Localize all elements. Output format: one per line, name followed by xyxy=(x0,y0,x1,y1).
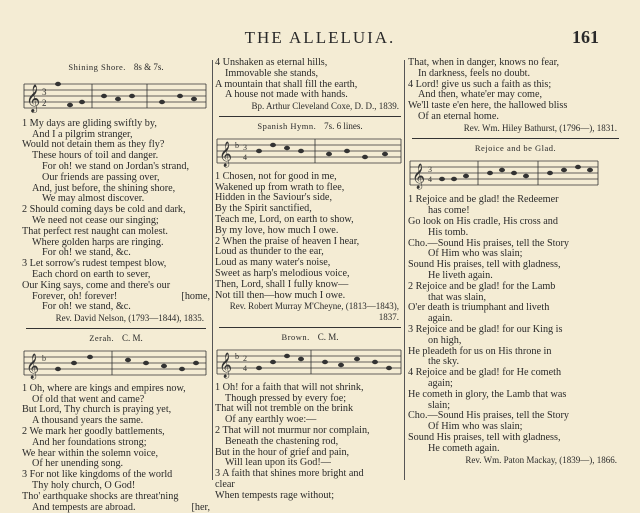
verse-line: Beneath the chastening rod, xyxy=(215,437,405,448)
verse-line: We hear within the solemn voice, xyxy=(22,449,210,460)
verse-line: Sound His praises, tell with gladness, xyxy=(408,260,623,271)
divider xyxy=(26,328,206,329)
meter: 8s & 7s. xyxy=(134,62,164,72)
hymn-verses xyxy=(215,383,405,502)
divider xyxy=(412,138,619,139)
hymn-heading xyxy=(408,143,623,154)
verse-line: 3 Let sorrow's rudest tempest blow, xyxy=(22,259,210,270)
turnover-word: [home, xyxy=(181,292,210,303)
verse-line: By my love, how much I owe. xyxy=(215,226,405,237)
verse-line: Hidden in the Saviour's side, xyxy=(215,193,405,204)
verse-line: Of any earthly woe:— xyxy=(215,415,405,426)
verse-line: 2 We mark her goodly battlements, xyxy=(22,427,210,438)
verse-line: 1 Oh, where are kings and empires now, xyxy=(22,384,210,395)
verse-line: Then, Lord, shall I fully know— xyxy=(215,280,405,291)
verse-line: slain; xyxy=(408,401,623,412)
hymn-heading xyxy=(22,333,210,344)
svg-text:4: 4 xyxy=(243,364,247,373)
verse-line: Loud as many water's noise, xyxy=(215,258,405,269)
attribution: Rev. David Nelson, (1793—1844), 1835. xyxy=(22,313,210,324)
column-rule xyxy=(212,60,213,480)
hymn-heading xyxy=(22,62,210,73)
tune-name: Zerah. xyxy=(89,333,114,343)
verse-line: 4 Rejoice and be glad! for He cometh xyxy=(408,368,623,379)
page-title: THE ALLELUIA. xyxy=(0,28,640,48)
verse-line: O'er death is triumphant and liveth xyxy=(408,303,623,314)
hymn-verses xyxy=(22,119,210,324)
verse-line: But Lord, Thy church is praying yet, xyxy=(22,405,210,416)
verse-line: on high, xyxy=(408,336,623,347)
verse-line: In darkness, feels no doubt. xyxy=(408,69,623,80)
verse-line: 4 Unshaken as eternal hills, xyxy=(215,58,405,69)
verse-line: 1 Oh! for a faith that will not shrink, xyxy=(215,383,405,394)
verse-line: And, just before, the shining shore, xyxy=(22,184,210,195)
svg-text:𝄞: 𝄞 xyxy=(412,163,425,189)
verse-line: But in the hour of grief and pain, xyxy=(215,448,405,459)
verse-line: Teach me, Lord, on earth to show, xyxy=(215,215,405,226)
verse-line: That will not tremble on the brink xyxy=(215,404,405,415)
verse-line: We'll taste e'en here, the hallowed bliss xyxy=(408,101,623,112)
verse-line: 1 Chosen, not for good in me, xyxy=(215,172,405,183)
svg-text:2: 2 xyxy=(42,98,47,108)
verse-line: And then, whate'er may come, xyxy=(408,90,623,101)
verse-line: For oh! we stand on Jordan's strand, xyxy=(22,162,210,173)
verse-line: A mountain that shall fill the earth, xyxy=(215,80,405,91)
svg-text:4: 4 xyxy=(428,175,432,184)
verse-line: Not till then—how much I owe. xyxy=(215,291,405,302)
verse-line: These hours of toil and danger. xyxy=(22,151,210,162)
verse-line: Sound His praises, tell with gladness, xyxy=(408,433,623,444)
svg-text:3: 3 xyxy=(42,87,47,97)
svg-text:𝄞: 𝄞 xyxy=(26,353,39,379)
verse-line: 3 For not like kingdoms of the world xyxy=(22,470,210,481)
meter: 7s. 6 lines. xyxy=(324,121,363,131)
verse-line: He cometh in glory, the Lamb that was xyxy=(408,390,623,401)
verse-line: Loud as thunder to the ear, xyxy=(215,247,405,258)
verse-line: Each chord on earth to sever, xyxy=(22,270,210,281)
svg-text:b: b xyxy=(235,352,239,361)
hymn-heading xyxy=(215,121,405,132)
verse-line: For oh! we stand, &c. xyxy=(22,302,210,313)
turnover-word: [her, xyxy=(191,503,210,513)
verse-line: And tempests are abroad. [her, xyxy=(22,503,210,513)
verse-line: 2 When the praise of heaven I hear, xyxy=(215,237,405,248)
page-number: 161 xyxy=(572,27,599,48)
verse-line: Cho.—Sound His praises, tell the Story xyxy=(408,411,623,422)
svg-text:2: 2 xyxy=(243,354,247,363)
music-staff xyxy=(408,156,600,192)
verse-line: Tho' earthquake shocks are threat'ning xyxy=(22,492,210,503)
column-3 xyxy=(408,58,623,465)
verse-line: Our friends are passing over, xyxy=(22,173,210,184)
verse-line: 1 My days are gliding swiftly by, xyxy=(22,119,210,130)
divider xyxy=(219,116,401,117)
verse-line: By the Spirit sanctified, xyxy=(215,204,405,215)
verse-line: Will lean upon its God!— xyxy=(215,458,405,469)
verse-line: again. xyxy=(408,314,623,325)
svg-text:3: 3 xyxy=(243,143,247,152)
svg-text:3: 3 xyxy=(428,165,432,174)
svg-text:𝄞: 𝄞 xyxy=(219,352,232,378)
music-staff xyxy=(22,347,208,381)
verse-line: clear xyxy=(215,480,405,491)
verse-line: 2 Rejoice and be glad! for the Lamb xyxy=(408,282,623,293)
verse-line: When tempests rage without; xyxy=(215,491,405,502)
hymn-verses xyxy=(22,384,210,513)
verse-line: Our King says, come and there's our xyxy=(22,281,210,292)
verse-line: 4 Lord! give us such a faith as this; xyxy=(408,80,623,91)
verse-line: Of Him who was slain; xyxy=(408,249,623,260)
verse-line: Where golden harps are ringing. xyxy=(22,238,210,249)
tune-name: Spanish Hymn. xyxy=(257,121,316,131)
verse-line: Cho.—Sound His praises, tell the Story xyxy=(408,239,623,250)
svg-text:𝄞: 𝄞 xyxy=(26,85,40,113)
meter: C. M. xyxy=(318,332,339,342)
hymn-verses xyxy=(215,172,405,323)
verse-line: Wakened up from wrath to flee, xyxy=(215,183,405,194)
verse-line: That perfect rest naught can molest. xyxy=(22,227,210,238)
hymn-verses xyxy=(408,195,623,465)
verse-line: His tomb. xyxy=(408,228,623,239)
tune-name: Rejoice and be Glad. xyxy=(475,143,556,153)
verse-line: Of Him who was slain; xyxy=(408,422,623,433)
divider xyxy=(219,327,401,328)
music-staff xyxy=(22,76,208,116)
verse-line: Would not detain them as they fly? xyxy=(22,140,210,151)
column-1 xyxy=(22,58,210,513)
music-staff xyxy=(215,135,403,169)
svg-text:4: 4 xyxy=(243,153,247,162)
svg-text:b: b xyxy=(235,141,239,150)
verse-line: 3 Rejoice and be glad! for our King is xyxy=(408,325,623,336)
verse-line: For oh! we stand, &c. xyxy=(22,248,210,259)
hymn-heading xyxy=(215,332,405,343)
tune-name: Shining Shore. xyxy=(68,62,126,72)
attribution: Rev. Robert Murray M'Cheyne, (1813—1843), 1837. xyxy=(215,301,405,323)
verse-line: Thy holy church, O God! xyxy=(22,481,210,492)
meter: C. M. xyxy=(122,333,143,343)
verse-line: Of old that went and came? xyxy=(22,395,210,406)
verse-line: 1 Rejoice and be glad! the Redeemer xyxy=(408,195,623,206)
verse-line: And I a pilgrim stranger, xyxy=(22,130,210,141)
tune-name: Brown. xyxy=(282,332,310,342)
verse-line: Go look on His cradle, His cross and xyxy=(408,217,623,228)
verse-line: A thousand years the same. xyxy=(22,416,210,427)
verse-line: We may almost discover. xyxy=(22,194,210,205)
column-2 xyxy=(215,58,405,502)
music-staff xyxy=(215,346,403,380)
verse-line: Sweet as harp's melodious voice, xyxy=(215,269,405,280)
verse-line: He cometh again. xyxy=(408,444,623,455)
verse-line: That, when in danger, knows no fear, xyxy=(408,58,623,69)
verse-line: A house not made with hands. xyxy=(215,90,405,101)
verse-line: that was slain, xyxy=(408,293,623,304)
verse-line: We need not cease our singing; xyxy=(22,216,210,227)
verse-line: Of an eternal home. xyxy=(408,112,623,123)
verse-line: has come! xyxy=(408,206,623,217)
svg-text:b: b xyxy=(42,354,46,363)
verse-line: again; xyxy=(408,379,623,390)
verse-line: He pleadeth for us on His throne in xyxy=(408,347,623,358)
svg-text:𝄞: 𝄞 xyxy=(219,141,232,167)
verse-line: 2 That will not murmur nor complain, xyxy=(215,426,405,437)
attribution: Bp. Arthur Cleveland Coxe, D. D., 1839. xyxy=(215,101,405,112)
verse-line: Immovable she stands, xyxy=(215,69,405,80)
attribution: Rev. Wm. Paton Mackay, (1839—), 1866. xyxy=(408,455,623,466)
verse-line: the sky. xyxy=(408,357,623,368)
verse-line: 2 Should coming days be cold and dark, xyxy=(22,205,210,216)
verse-line: 3 A faith that shines more bright and xyxy=(215,469,405,480)
verse-line: And her foundations strong; xyxy=(22,438,210,449)
verse-line: Though pressed by every foe; xyxy=(215,394,405,405)
verse-line: He liveth again. xyxy=(408,271,623,282)
verse-line: Of her unending song. xyxy=(22,459,210,470)
verse-line: Forever, oh! forever! [home, xyxy=(22,292,210,303)
attribution: Rev. Wm. Hiley Bathurst, (1796—), 1831. xyxy=(408,123,623,134)
